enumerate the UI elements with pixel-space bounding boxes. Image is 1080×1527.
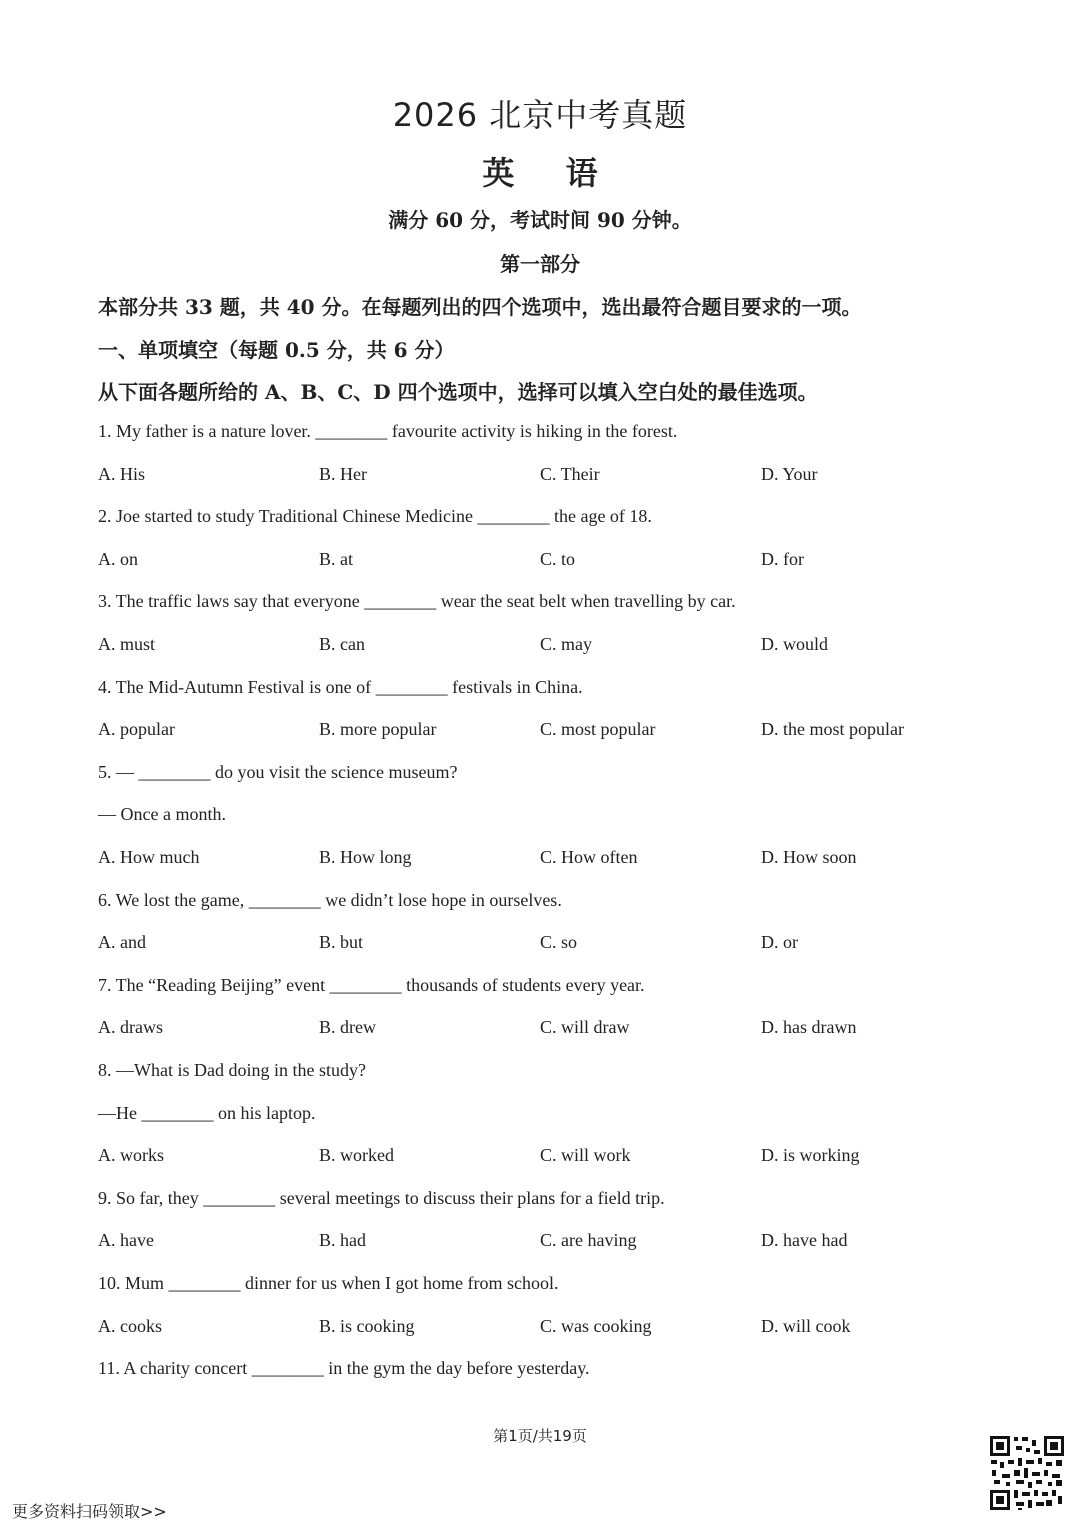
section-directions: 从下面各题所给的 A、B、C、D 四个选项中，选择可以填入空白处的最佳选项。 — [98, 380, 818, 404]
answer-option: A. on — [98, 548, 138, 569]
answer-option: B. How long — [319, 847, 412, 867]
answer-option: B. Her — [319, 463, 367, 484]
answer-option: C. Their — [540, 463, 600, 484]
answer-option: A. draws — [98, 1017, 163, 1038]
question-stem: 4. The Mid-Autumn Festival is one of ________ festivals in China. — [98, 676, 583, 697]
question-stem: 10. Mum ________ dinner for us when I got home from school. — [98, 1273, 559, 1293]
answer-option: D. will cook — [761, 1315, 851, 1336]
question-stem: 5. — ________ do you visit the science museum? — [98, 761, 458, 782]
answer-option: A. cooks — [98, 1315, 162, 1336]
answer-option: D. would — [761, 634, 828, 654]
question-stem: 8. —What is Dad doing in the study? — [98, 1060, 366, 1080]
answer-option: B. is cooking — [319, 1315, 415, 1336]
question-dialogue-line: —He ________ on his laptop. — [98, 1102, 316, 1123]
answer-option: C. may — [540, 634, 592, 654]
answer-option: C. was cooking — [540, 1315, 652, 1336]
answer-option: C. are having — [540, 1230, 637, 1251]
answer-option: C. will work — [540, 1145, 631, 1166]
answer-option: D. for — [761, 548, 804, 569]
answer-option: C. so — [540, 932, 578, 953]
answer-option: B. can — [319, 634, 365, 654]
answer-option: B. worked — [319, 1145, 394, 1166]
question-stem: 7. The “Reading Beijing” event ________ thousands of students every year. — [98, 974, 645, 995]
answer-option: D. Your — [761, 463, 818, 484]
answer-option: C. will draw — [540, 1017, 630, 1038]
question-dialogue-line: — Once a month. — [98, 804, 226, 825]
exam-title: 2026 北京中考真题 — [392, 96, 688, 134]
answer-option: A. have — [98, 1230, 154, 1251]
more-resources-link[interactable]: 更多资料扫码领取>> — [12, 1502, 167, 1521]
answer-option: A. must — [98, 634, 156, 654]
section-title: 一、单项填空（每题 0.5 分，共 6 分） — [98, 338, 455, 362]
answer-option: C. most popular — [540, 719, 656, 740]
subject-title: 英 语 — [482, 154, 598, 192]
page-number: 第1页/共19页 — [493, 1427, 587, 1445]
answer-option: C. How often — [540, 847, 638, 867]
answer-option: A. His — [98, 463, 146, 484]
answer-option: D. is working — [761, 1145, 860, 1166]
answer-option: B. at — [319, 548, 353, 569]
question-stem: 6. We lost the game, ________ we didn’t lose hope in ourselves. — [98, 889, 562, 910]
score-info: 满分 60 分，考试时间 90 分钟。 — [388, 208, 692, 232]
answer-option: B. but — [319, 932, 364, 953]
answer-option: B. drew — [319, 1017, 376, 1038]
answer-option: A. works — [98, 1145, 164, 1166]
answer-option: D. has drawn — [761, 1017, 857, 1038]
answer-option: D. or — [761, 932, 798, 953]
answer-option: B. more popular — [319, 719, 437, 740]
qr-code-icon[interactable] — [988, 1434, 1066, 1512]
answer-option: C. to — [540, 548, 576, 569]
answer-option: A. popular — [98, 719, 175, 740]
part-intro: 本部分共 33 题，共 40 分。在每题列出的四个选项中，选出最符合题目要求的一项。 — [98, 295, 862, 319]
question-stem: 11. A charity concert ________ in the gym the day before yesterday. — [98, 1358, 590, 1379]
part-title: 第一部分 — [500, 252, 580, 276]
answer-option: A. How much — [98, 847, 200, 867]
answer-option: B. had — [319, 1230, 366, 1251]
answer-option: D. How soon — [761, 847, 857, 867]
answer-option: A. and — [98, 932, 146, 953]
question-stem: 3. The traffic laws say that everyone ________ wear the seat belt when travelling by car. — [98, 591, 736, 612]
question-stem: 9. So far, they ________ several meetings to discuss their plans for a field trip. — [98, 1187, 665, 1208]
answer-option: D. the most popular — [761, 719, 904, 740]
question-stem: 2. Joe started to study Traditional Chinese Medicine ________ the age of 18. — [98, 506, 652, 527]
answer-option: D. have had — [761, 1230, 848, 1251]
question-stem: 1. My father is a nature lover. ________ favourite activity is hiking in the forest. — [98, 421, 678, 441]
